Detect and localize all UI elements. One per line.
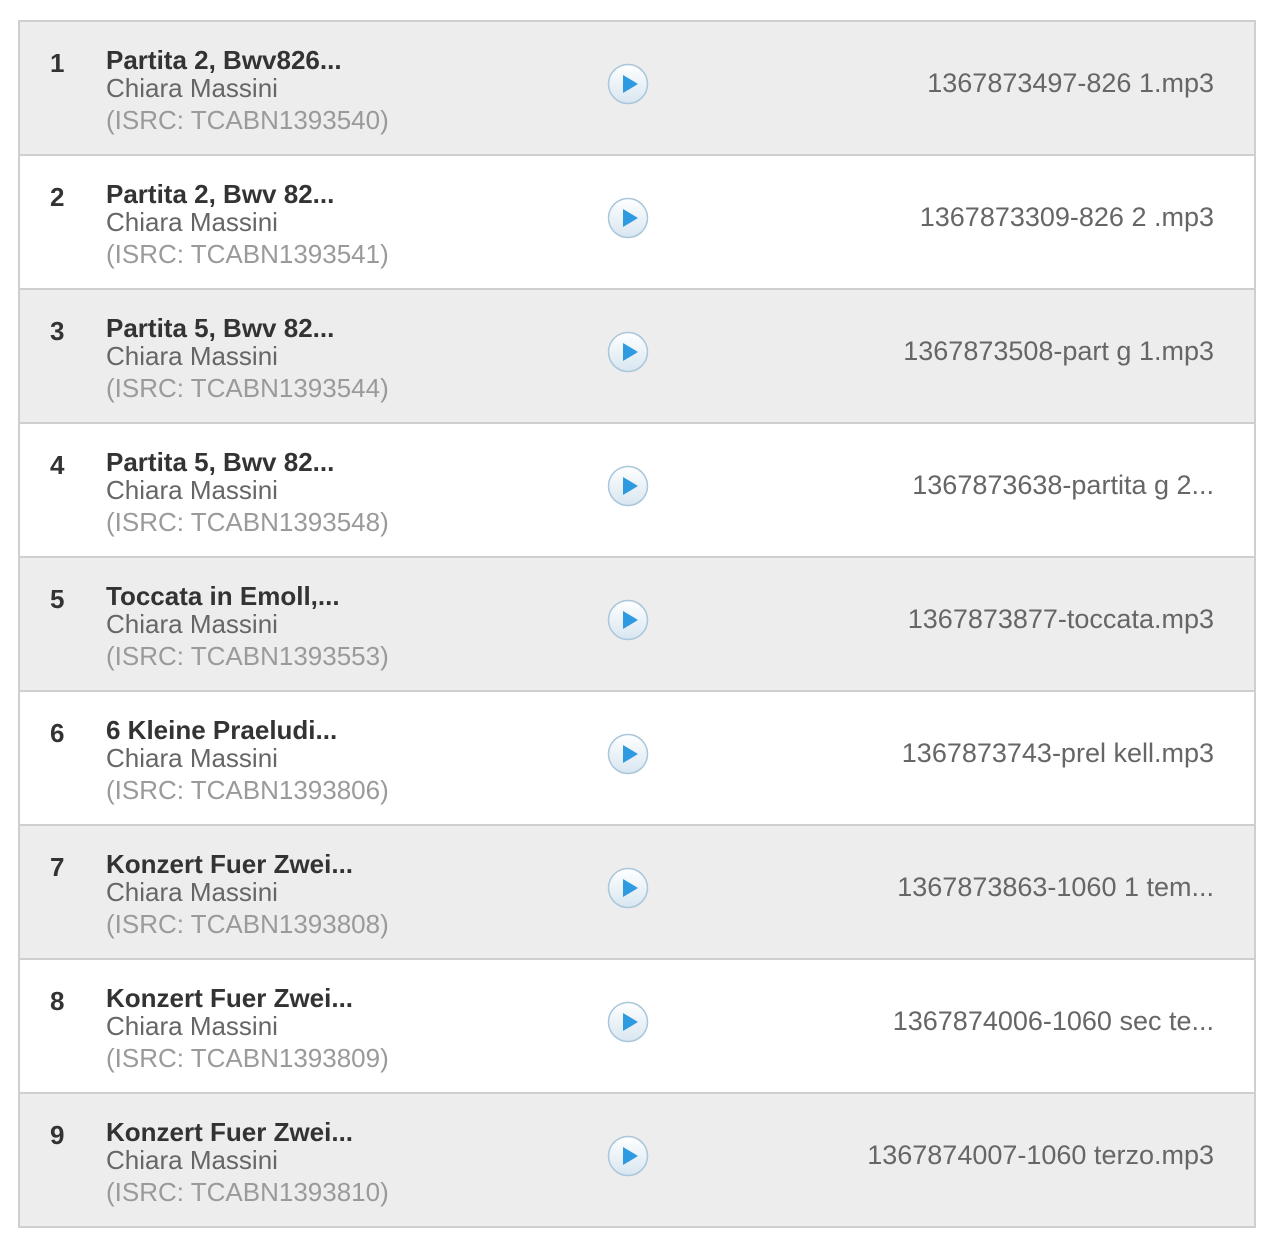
track-info xyxy=(106,1118,389,1208)
track-list xyxy=(18,20,1256,1228)
play-circle-icon[interactable] xyxy=(607,465,649,507)
play-circle-icon[interactable] xyxy=(607,733,649,775)
track-filename: 1367874006-1060 sec te... xyxy=(892,1006,1214,1036)
play-circle-icon[interactable] xyxy=(607,599,649,641)
track-number: 7 xyxy=(50,852,65,882)
track-info xyxy=(106,984,389,1074)
track-row xyxy=(20,424,1254,558)
track-title: Toccata in Emoll,... xyxy=(106,581,340,611)
track-artist: Chiara Massini xyxy=(106,475,278,505)
track-row xyxy=(20,692,1254,826)
track-title: Partita 2, Bwv826... xyxy=(106,45,342,75)
track-title: Partita 5, Bwv 82... xyxy=(106,447,335,477)
track-isrc: (ISRC: TCABN1393544) xyxy=(106,373,389,403)
track-artist: Chiara Massini xyxy=(106,341,278,371)
track-isrc: (ISRC: TCABN1393809) xyxy=(106,1043,389,1073)
track-isrc: (ISRC: TCABN1393548) xyxy=(106,507,389,537)
track-info xyxy=(106,46,389,136)
track-filename: 1367873309-826 2 .mp3 xyxy=(919,202,1214,232)
track-title: Partita 2, Bwv 82... xyxy=(106,179,335,209)
track-artist: Chiara Massini xyxy=(106,1145,278,1175)
track-info xyxy=(106,850,389,940)
track-title: Konzert Fuer Zwei... xyxy=(106,849,354,879)
track-isrc: (ISRC: TCABN1393541) xyxy=(106,239,389,269)
track-info xyxy=(106,716,389,806)
track-number: 8 xyxy=(50,986,65,1016)
track-number: 5 xyxy=(50,584,65,614)
play-circle-icon[interactable] xyxy=(607,867,649,909)
track-filename: 1367873497-826 1.mp3 xyxy=(927,68,1214,98)
track-number: 4 xyxy=(50,450,65,480)
play-circle-icon[interactable] xyxy=(607,63,649,105)
track-row xyxy=(20,290,1254,424)
track-filename: 1367873877-toccata.mp3 xyxy=(907,604,1214,634)
track-row xyxy=(20,22,1254,156)
track-artist: Chiara Massini xyxy=(106,207,278,237)
track-filename: 1367874007-1060 terzo.mp3 xyxy=(867,1140,1214,1170)
track-info xyxy=(106,180,389,270)
track-number: 3 xyxy=(50,316,65,346)
play-circle-icon[interactable] xyxy=(607,1135,649,1177)
track-number: 2 xyxy=(50,182,65,212)
track-filename: 1367873743-prel kell.mp3 xyxy=(901,738,1214,768)
track-title: Partita 5, Bwv 82... xyxy=(106,313,335,343)
track-isrc: (ISRC: TCABN1393540) xyxy=(106,105,389,135)
track-info xyxy=(106,314,389,404)
track-artist: Chiara Massini xyxy=(106,73,278,103)
track-artist: Chiara Massini xyxy=(106,609,278,639)
track-row xyxy=(20,156,1254,290)
track-row xyxy=(20,558,1254,692)
track-number: 1 xyxy=(50,48,65,78)
track-info xyxy=(106,448,389,538)
track-title: 6 Kleine Praeludi... xyxy=(106,715,338,745)
play-circle-icon[interactable] xyxy=(607,1001,649,1043)
track-row xyxy=(20,826,1254,960)
track-number: 9 xyxy=(50,1120,65,1150)
track-filename: 1367873863-1060 1 tem... xyxy=(897,872,1214,902)
track-row xyxy=(20,960,1254,1094)
track-isrc: (ISRC: TCABN1393810) xyxy=(106,1177,389,1207)
track-isrc: (ISRC: TCABN1393806) xyxy=(106,775,389,805)
track-title: Konzert Fuer Zwei... xyxy=(106,1117,354,1147)
play-circle-icon[interactable] xyxy=(607,331,649,373)
track-info xyxy=(106,582,389,672)
track-row xyxy=(20,1094,1254,1226)
track-isrc: (ISRC: TCABN1393808) xyxy=(106,909,389,939)
track-filename: 1367873508-part g 1.mp3 xyxy=(903,336,1214,366)
track-title: Konzert Fuer Zwei... xyxy=(106,983,354,1013)
play-circle-icon[interactable] xyxy=(607,197,649,239)
track-artist: Chiara Massini xyxy=(106,1011,278,1041)
track-isrc: (ISRC: TCABN1393553) xyxy=(106,641,389,671)
track-artist: Chiara Massini xyxy=(106,743,278,773)
track-number: 6 xyxy=(50,718,65,748)
track-filename: 1367873638-partita g 2... xyxy=(912,470,1214,500)
track-artist: Chiara Massini xyxy=(106,877,278,907)
